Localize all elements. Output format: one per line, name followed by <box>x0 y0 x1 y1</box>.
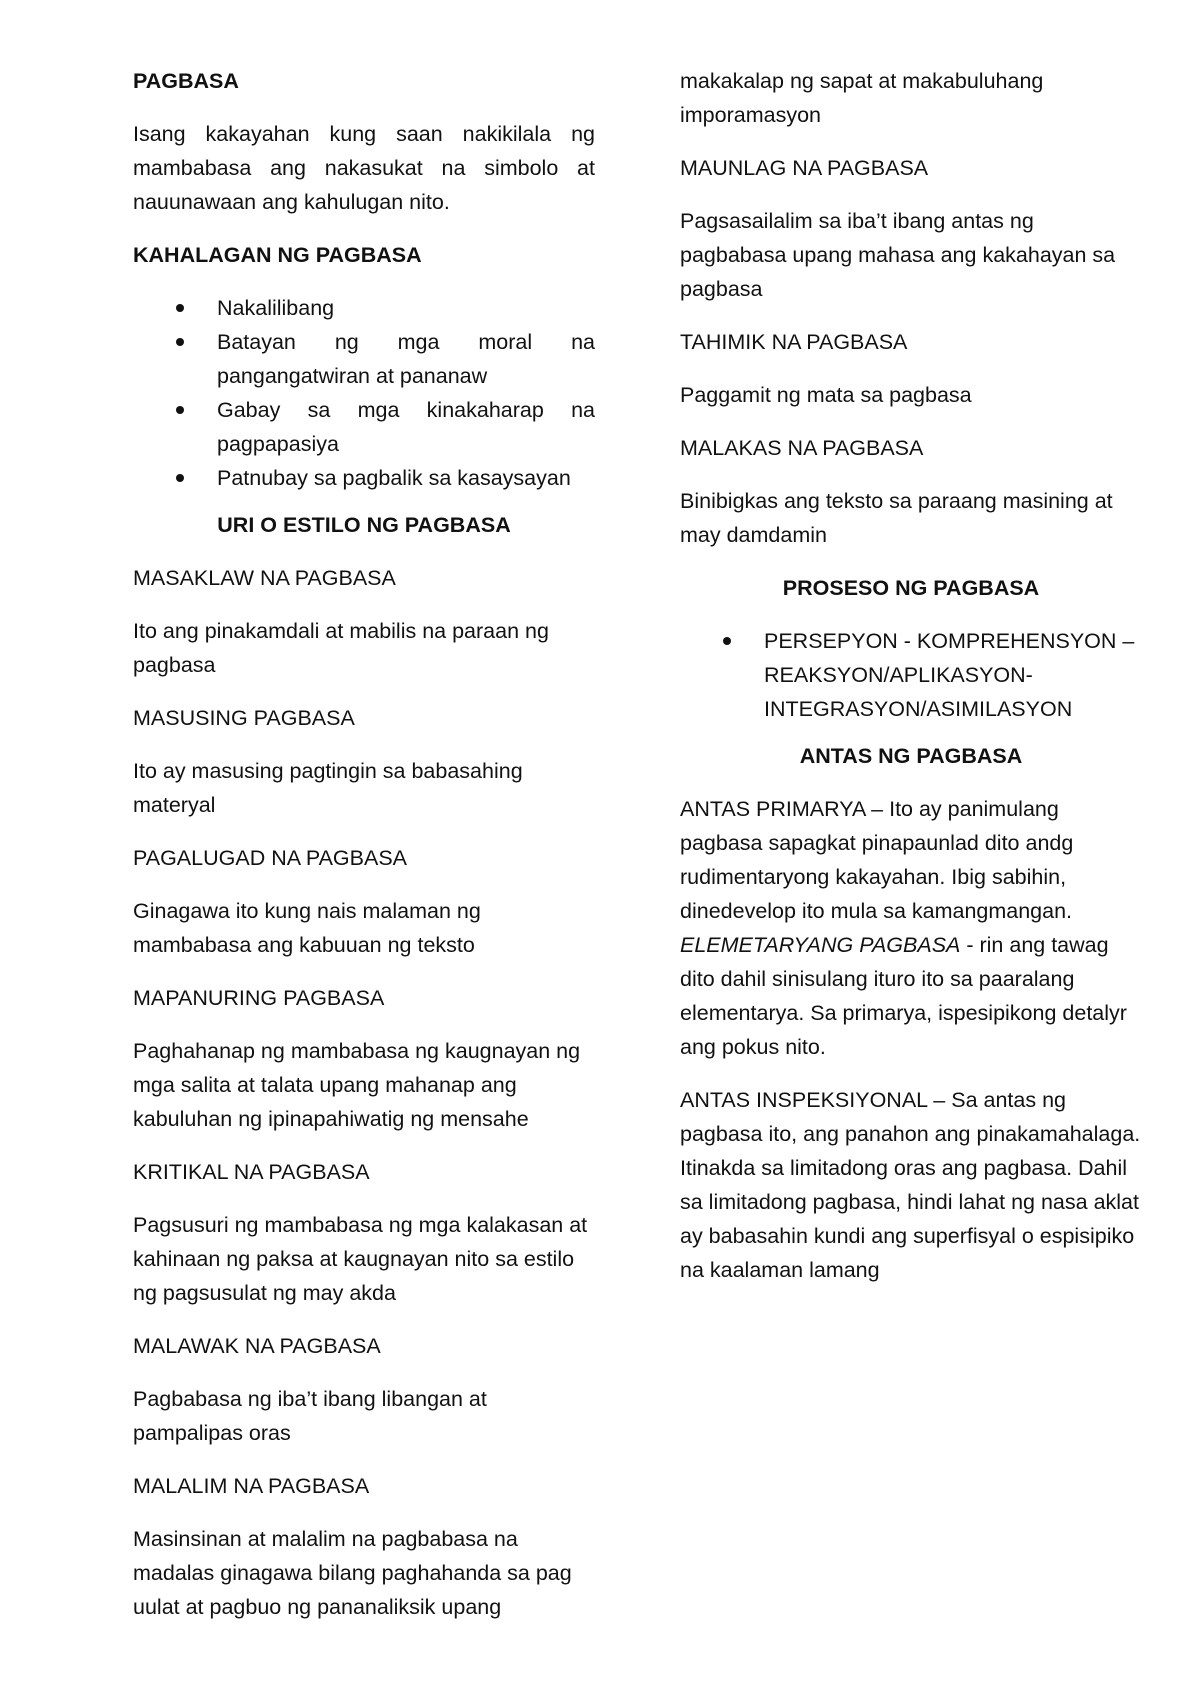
antas-inspeksiyonal-paragraph <box>680 1083 1142 1287</box>
type-label: MAUNLAG NA PAGBASA <box>680 156 929 180</box>
type-label: KRITIKAL NA PAGBASA <box>133 1160 370 1184</box>
uri-title: URI O ESTILO NG PAGBASA <box>217 513 511 537</box>
dash: – <box>865 797 890 821</box>
type-label: MALAKAS NA PAGBASA <box>680 436 924 460</box>
type-text: Pagsusuri ng mambabasa ng mga kalakasan at kahinaan ng paksa at kaugnayan nito sa estilo ng pagsusulat ng may akda <box>133 1213 588 1305</box>
type-text: Pagsasailalim sa iba’t ibang antas ng pagbabasa upang mahasa ang kakahayan sa pagbasa <box>680 209 1116 301</box>
type-text: Masinsinan at malalim na pagbabasa na madalas ginagawa bilang paghahanda sa pag uulat at pagbuo ng pananaliksik upang <box>133 1527 572 1619</box>
antas-primarya-paragraph <box>680 792 1142 1064</box>
type-text: Ito ay masusing pagtingin sa babasahing materyal <box>133 759 523 817</box>
type-text: Pagbabasa ng iba’t ibang libangan at pampalipas oras <box>133 1387 487 1445</box>
dash: – <box>927 1088 952 1112</box>
kahalagan-list <box>133 291 595 495</box>
list-item: Gabay sa mga kinakaharap na pagpapasiya <box>133 393 595 461</box>
kahalagan-title: KAHALAGAN NG PAGBASA <box>133 243 422 267</box>
pagbasa-title: PAGBASA <box>133 69 239 93</box>
left-column <box>133 64 595 1643</box>
type-text: Paghahanap ng mambabasa ng kaugnayan ng mga salita at talata upang mahanap ang kabuluhan ng ipinapahiwatig ng mensahe <box>133 1039 581 1131</box>
antas-primarya-text-2: - rin ang tawag dito dahil sinisulang ituro ito sa paaralang elementarya. Sa primarya, ispesipikong detalyr ang pokus nito. <box>680 933 1127 1059</box>
antas-inspeksiyonal-text: Sa antas ng pagbasa ito, ang panahon ang pinakamahalaga. Itinakda sa limitadong oras ang pagbasa. Dahil sa limitadong pagbasa, hindi lahat ng nasa aklat ay babasahin kundi ang superfisyal o espisipiko na kaalaman lamang <box>680 1088 1141 1282</box>
continued-text: makakalap ng sapat at makabuluhang imporamasyon <box>680 69 1044 127</box>
type-label: MALALIM NA PAGBASA <box>133 1474 370 1498</box>
proseso-title: PROSESO NG PAGBASA <box>782 576 1040 600</box>
type-label: MASUSING PAGBASA <box>133 706 355 730</box>
pagbasa-definition: Isang kakayahan kung saan nakikilala ng mambabasa ang nakasukat na simbolo at nauunawaan ang kahulugan nito. <box>133 122 595 214</box>
type-label: MAPANURING PAGBASA <box>133 986 385 1010</box>
list-item: Batayan ng mga moral na pangangatwiran at pananaw <box>133 325 595 393</box>
antas-primarya-label: ANTAS PRIMARYA <box>680 797 866 821</box>
list-item: Patnubay sa pagbalik sa kasaysayan <box>133 461 595 495</box>
list-item: Nakalilibang <box>133 291 595 325</box>
antas-inspeksiyonal-label: ANTAS INSPEKSIYONAL <box>680 1088 928 1112</box>
antas-primarya-text: Ito ay panimulang pagbasa sapagkat pinapaunlad dito andg rudimentaryong kakayahan. Ibig sabihin, dinedevelop ito mula sa kamangmangan. <box>680 797 1074 923</box>
type-label: PAGALUGAD NA PAGBASA <box>133 846 408 870</box>
list-item: PERSEPYON - KOMPREHENSYON – REAKSYON/APLIKASYON- INTEGRASYON/ASIMILASYON <box>680 624 1142 726</box>
type-label: MALAWAK NA PAGBASA <box>133 1334 381 1358</box>
type-text: Paggamit ng mata sa pagbasa <box>680 383 972 407</box>
right-column <box>680 64 1142 1306</box>
type-text: Binibigkas ang teksto sa paraang masining at may damdamin <box>680 489 1113 547</box>
elementaryang-pagbasa-term: ELEMETARYANG PAGBASA <box>680 933 961 957</box>
type-label: MASAKLAW NA PAGBASA <box>133 566 396 590</box>
antas-title: ANTAS NG PAGBASA <box>799 744 1023 768</box>
type-text: Ito ang pinakamdali at mabilis na paraan ng pagbasa <box>133 619 549 677</box>
proseso-list <box>680 624 1142 726</box>
type-text: Ginagawa ito kung nais malaman ng mambabasa ang kabuuan ng teksto <box>133 899 481 957</box>
type-label: TAHIMIK NA PAGBASA <box>680 330 908 354</box>
